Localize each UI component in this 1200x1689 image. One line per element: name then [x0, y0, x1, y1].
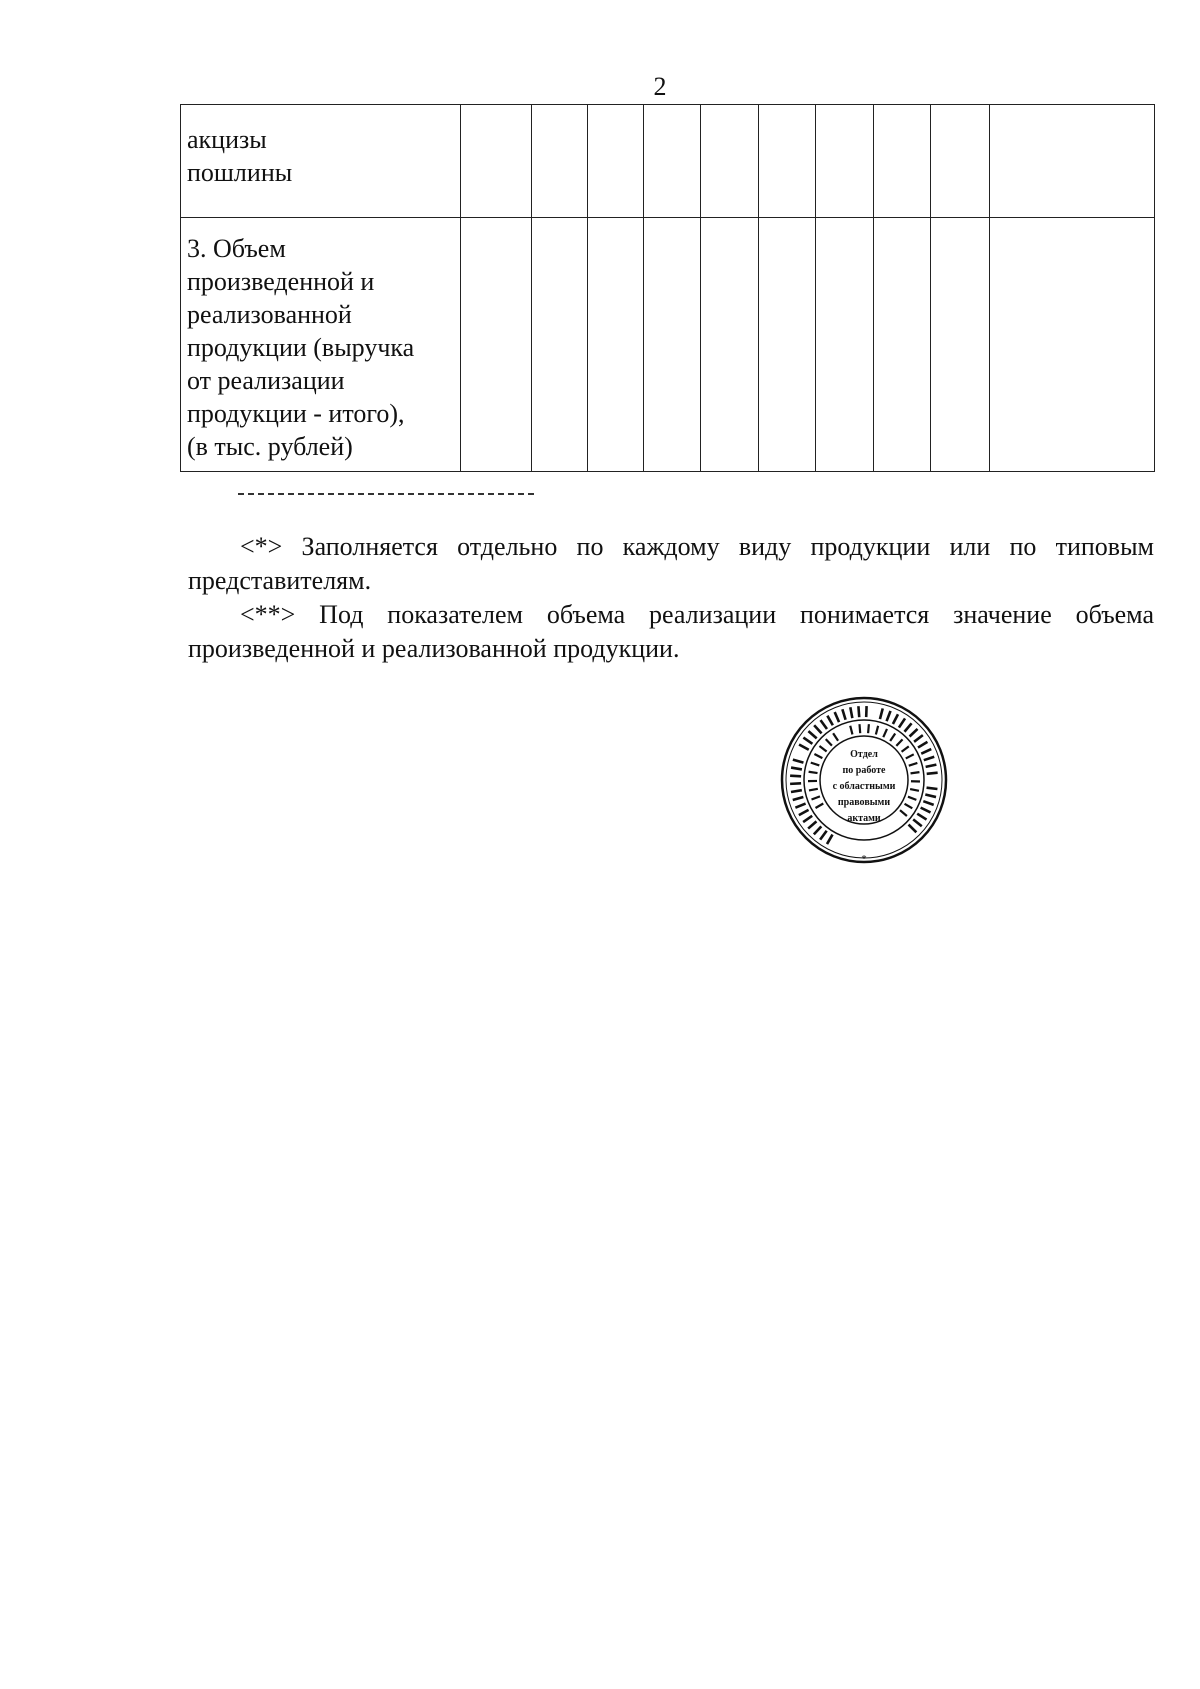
table-cell [588, 218, 644, 472]
table-cell [931, 218, 990, 472]
stamp-letter-mark [902, 746, 909, 751]
stamp-letter-mark [812, 796, 820, 799]
stamp-letter-mark [921, 749, 931, 754]
stamp-letter-mark [826, 739, 832, 746]
stamp-letter-mark [799, 810, 809, 815]
stamp-letter-mark [908, 797, 916, 800]
table-cell [816, 218, 874, 472]
stamp-letter-mark [835, 712, 839, 722]
table-cell [874, 105, 931, 218]
stamp-letter-mark [790, 783, 801, 784]
stamp-letter-mark [799, 745, 809, 750]
stamp-letter-mark [833, 733, 838, 741]
footnote-separator [238, 493, 534, 495]
stamp-letter-mark [909, 825, 917, 833]
stamp-letter-mark [793, 797, 804, 800]
stamp-letter-mark [820, 831, 827, 840]
star-icon: * [861, 853, 867, 865]
stamp-letter-mark [893, 714, 898, 724]
data-table [180, 104, 1155, 472]
label-line: продукции - итого), [187, 399, 405, 428]
table-cell [461, 218, 532, 472]
stamp-letter-mark [896, 739, 902, 746]
stamp-center-line: актами [847, 813, 881, 824]
label-line: произведенной и [187, 267, 375, 296]
stamp-letter-mark [814, 725, 821, 733]
label-line: реализованной [187, 300, 352, 329]
stamp-letter-mark [816, 804, 824, 809]
stamp-letter-mark [790, 776, 801, 777]
stamp-letter-mark [905, 804, 913, 809]
stamp-letter-mark [910, 789, 919, 791]
label-line: продукции (выручка [187, 333, 415, 362]
table-cell [759, 105, 816, 218]
stamp-letter-mark [880, 708, 883, 719]
label-line: 3. Объем [187, 234, 286, 263]
stamp-letter-mark [808, 821, 816, 828]
stamp-letter-mark [809, 772, 818, 773]
table-cell [532, 105, 588, 218]
stamp-letter-mark [809, 789, 818, 791]
stamp-letter-mark [900, 810, 907, 816]
stamp-letter-mark [887, 711, 891, 721]
table-cell [701, 218, 759, 472]
stamp-letter-mark [921, 808, 931, 813]
table-cell [816, 105, 874, 218]
stamp-letter-mark [827, 716, 832, 726]
stamp-letter-mark [791, 790, 802, 792]
stamp-letter-mark [926, 765, 937, 767]
stamp-letter-mark [923, 801, 933, 805]
table-cell [931, 105, 990, 218]
stamp-letter-mark [883, 729, 887, 737]
label-line: от реализации [187, 366, 345, 395]
table-cell [588, 105, 644, 218]
stamp-letter-mark [819, 746, 826, 751]
page-number: 2 [653, 72, 667, 101]
stamp-letter-mark [821, 720, 827, 729]
stamp-letter-mark [910, 729, 918, 737]
footnote-2: <**> Под показателем объема реализации понимается значение объема произведенной и реализованной продукции. [188, 600, 1154, 663]
table-cell [759, 218, 816, 472]
stamp-center-line: Отдел [850, 749, 878, 760]
stamp-letter-mark [859, 724, 860, 733]
official-stamp [779, 695, 949, 865]
stamp-letter-mark [917, 814, 926, 820]
stamp-letter-mark [795, 804, 805, 808]
stamp-letter-mark [913, 819, 922, 826]
label-line: (в тыс. рублей) [187, 432, 353, 461]
stamp-letter-mark [850, 707, 852, 718]
stamp-letter-mark [808, 731, 816, 738]
stamp-letter-mark [814, 826, 821, 834]
table-cell [532, 218, 588, 472]
stamp-letter-mark [814, 754, 822, 758]
stamp-letter-mark [927, 773, 938, 774]
stamp-letter-mark [803, 738, 812, 744]
stamp-letter-mark [914, 735, 923, 742]
footnotes [188, 530, 1154, 666]
stamp-letter-mark [927, 788, 938, 789]
stamp-letter-mark [918, 742, 927, 748]
row-label [181, 218, 461, 472]
table-cell [461, 105, 532, 218]
stamp-letter-mark [811, 763, 820, 766]
table-cell [990, 105, 1155, 218]
stamp-center-line: правовыми [837, 797, 891, 808]
table-cell [644, 218, 701, 472]
stamp-letter-mark [791, 768, 802, 770]
table-cell [874, 218, 931, 472]
stamp-letter-mark [911, 772, 920, 773]
row-label [181, 105, 461, 218]
footnote-1: <*> Заполняется отдельно по каждому виду продукции или по типовым представителям. [188, 532, 1154, 595]
stamp-letter-mark [890, 733, 895, 740]
stamp-letter-mark [793, 760, 804, 763]
table-cell [701, 105, 759, 218]
stamp-letter-mark [924, 757, 934, 760]
table-cell [644, 105, 701, 218]
label-line: пошлины [187, 158, 293, 187]
stamp-letter-mark [803, 816, 812, 822]
stamp-letter-mark [876, 726, 878, 735]
stamp-letter-mark [906, 754, 914, 758]
stamp-letter-mark [909, 763, 918, 766]
stamp-letter-mark [858, 706, 859, 717]
stamp-letter-mark [842, 709, 845, 720]
stamp-letter-mark [899, 718, 905, 727]
stamp-letter-mark [904, 723, 911, 731]
stamp-letter-mark [850, 726, 852, 735]
table-cell [990, 218, 1155, 472]
stamp-center-line: по работе [842, 765, 886, 776]
stamp-letter-mark [827, 835, 833, 845]
stamp-center-line: с областными [832, 781, 896, 792]
stamp-letter-mark [925, 795, 936, 798]
table-row-production-volume [181, 218, 1155, 472]
stamp-letter-mark [868, 724, 869, 733]
table-row-excise-duties [181, 105, 1155, 218]
label-line: акцизы [187, 125, 267, 154]
